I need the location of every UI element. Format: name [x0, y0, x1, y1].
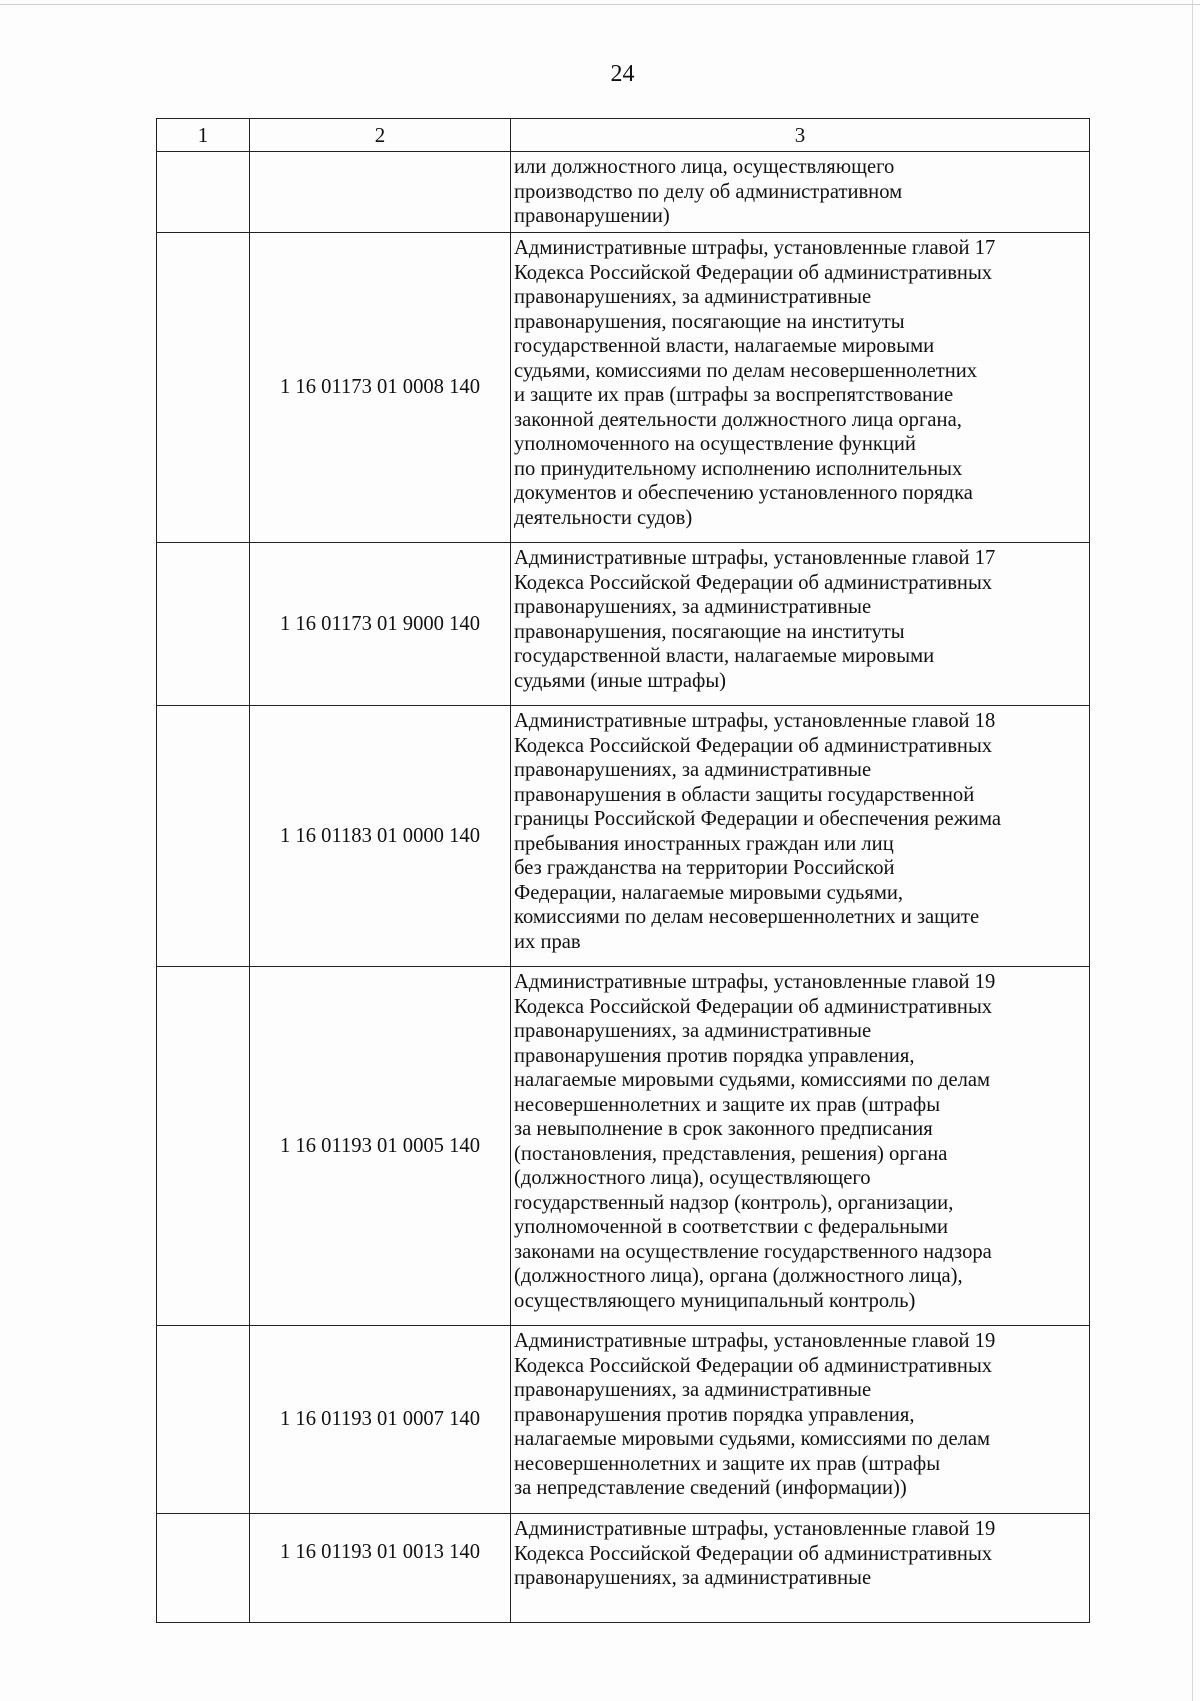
header-col-1: 1: [157, 119, 250, 152]
table-row: [157, 1514, 1090, 1623]
description-cell: [511, 152, 1090, 233]
description-cell: [511, 233, 1090, 543]
row-number-cell: [157, 543, 250, 706]
row-number-cell: [157, 233, 250, 543]
description-line: или должностного лица, осуществляющего: [514, 156, 895, 178]
table-body: [157, 152, 1090, 1623]
description-line: правонарушения, посягающие на институты: [514, 310, 905, 333]
description-line: налагаемые мировыми судьями, комиссиями по делам: [514, 1428, 991, 1450]
scan-right-edge: [1192, 0, 1193, 1701]
description-line: Кодекса Российской Федерации об административных: [514, 734, 993, 757]
description-line: правонарушения в области защиты государственной: [514, 783, 975, 806]
description-line: Административные штрафы, установленные главой 17: [514, 237, 996, 259]
description-line: правонарушения против порядка управления,: [514, 1403, 915, 1426]
description-line: Административные штрафы, установленные главой 17: [514, 547, 996, 569]
table-row: [157, 967, 1090, 1326]
description-line: Административные штрафы, установленные главой 19: [514, 1518, 996, 1540]
description-line: Административные штрафы, установленные главой 19: [514, 971, 996, 993]
description-line: Кодекса Российской Федерации об административных: [514, 571, 993, 594]
description-line: (постановления, представления, решения) органа: [514, 1142, 948, 1165]
description-line: деятельности судов): [514, 506, 693, 529]
description-line: границы Российской Федерации и обеспечения режима: [514, 808, 1001, 830]
description-line: правонарушениях, за административные: [514, 286, 872, 308]
row-number-cell: [157, 152, 250, 233]
description-cell: [511, 706, 1090, 967]
description-line: Административные штрафы, установленные главой 19: [514, 1330, 996, 1352]
description-line: правонарушениях, за административные: [514, 1567, 872, 1589]
description-cell: [511, 1514, 1090, 1623]
description-line: правонарушениях, за административные: [514, 759, 872, 781]
description-line: их прав: [514, 930, 581, 953]
description-line: осуществляющего муниципальный контроль): [514, 1289, 916, 1312]
description-line: пребывания иностранных граждан или лиц: [514, 832, 894, 855]
description-line: государственной власти, налагаемые мировыми: [514, 335, 935, 357]
budget-code-cell: 1 16 01193 01 0007 140: [250, 1326, 511, 1514]
row-number-cell: [157, 1326, 250, 1514]
table-row: [157, 1326, 1090, 1514]
description-line: Кодекса Российской Федерации об административных: [514, 261, 993, 284]
description-line: документов и обеспечению установленного порядка: [514, 482, 973, 504]
description-line: Федерации, налагаемые мировыми судьями,: [514, 881, 904, 904]
description-line: Кодекса Российской Федерации об административных: [514, 1354, 993, 1377]
description-line: несовершеннолетних и защите их прав (штрафы: [514, 1452, 941, 1475]
table-header-row: [157, 119, 1090, 152]
budget-code-cell: 1 16 01193 01 0013 140: [250, 1514, 511, 1623]
description-line: уполномоченного на осуществление функций: [514, 433, 916, 455]
budget-code-cell: 1 16 01173 01 9000 140: [250, 543, 511, 706]
description-cell: [511, 1326, 1090, 1514]
description-line: налагаемые мировыми судьями, комиссиями по делам: [514, 1069, 991, 1091]
budget-code-cell: 1 16 01193 01 0005 140: [250, 967, 511, 1326]
description-line: несовершеннолетних и защите их прав (штрафы: [514, 1093, 941, 1116]
description-line: судьями, комиссиями по делам несовершеннолетних: [514, 359, 978, 382]
description-line: правонарушения, посягающие на институты: [514, 620, 905, 643]
description-line: государственной власти, налагаемые мировыми: [514, 645, 935, 667]
description-line: уполномоченной в соответствии с федеральными: [514, 1216, 949, 1238]
description-line: за непредставление сведений (информации)): [514, 1477, 907, 1499]
header-col-2: 2: [250, 119, 511, 152]
description-line: правонарушения против порядка управления,: [514, 1044, 915, 1067]
description-line: по принудительному исполнению исполнительных: [514, 457, 963, 480]
description-line: производство по делу об административном: [514, 180, 903, 203]
budget-classification-table: [156, 118, 1090, 1623]
description-cell: [511, 543, 1090, 706]
page-number: 24: [610, 61, 635, 87]
table-row: [157, 233, 1090, 543]
row-number-cell: [157, 967, 250, 1326]
description-cell: [511, 967, 1090, 1326]
description-line: за невыполнение в срок законного предписания: [514, 1118, 933, 1140]
description-line: (должностного лица), органа (должностного лица),: [514, 1265, 963, 1287]
description-line: правонарушении): [514, 205, 670, 227]
budget-code-cell: [250, 152, 511, 233]
header-col-3: 3: [511, 119, 1090, 152]
description-line: (должностного лица), осуществляющего: [514, 1167, 871, 1189]
budget-code-cell: 1 16 01173 01 0008 140: [250, 233, 511, 543]
table-row: [157, 543, 1090, 706]
description-line: Административные штрафы, установленные главой 18: [514, 710, 996, 732]
description-line: комиссиями по делам несовершеннолетних и защите: [514, 906, 980, 928]
row-number-cell: [157, 1514, 250, 1623]
description-line: правонарушениях, за административные: [514, 596, 872, 618]
description-line: Кодекса Российской Федерации об административных: [514, 1542, 993, 1565]
description-line: и защите их прав (штрафы за воспрепятствование: [514, 384, 954, 406]
description-line: судьями (иные штрафы): [514, 669, 727, 692]
description-line: правонарушениях, за административные: [514, 1020, 872, 1042]
scan-top-edge: [0, 4, 1200, 5]
description-line: без гражданства на территории Российской: [514, 857, 895, 879]
description-line: правонарушениях, за административные: [514, 1379, 872, 1401]
row-number-cell: [157, 706, 250, 967]
description-line: законами на осуществление государственного надзора: [514, 1240, 992, 1263]
description-line: государственный надзор (контроль), организации,: [514, 1191, 954, 1214]
description-line: законной деятельности должностного лица органа,: [514, 408, 962, 431]
description-line: Кодекса Российской Федерации об административных: [514, 995, 993, 1018]
budget-code-cell: 1 16 01183 01 0000 140: [250, 706, 511, 967]
table-row: [157, 706, 1090, 967]
table-row: [157, 152, 1090, 233]
